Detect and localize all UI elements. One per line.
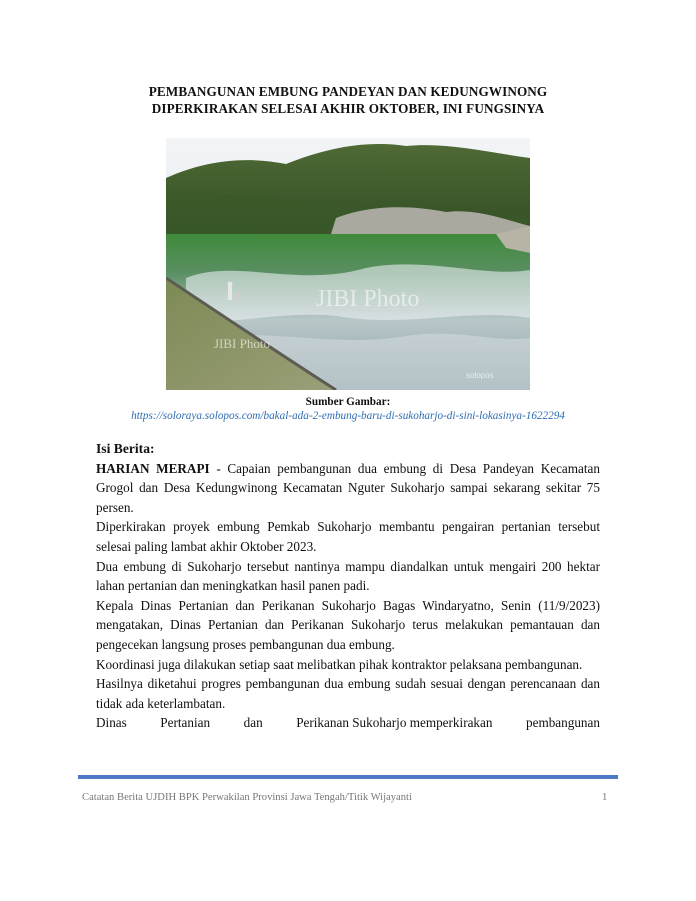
paragraph-2: Diperkirakan proyek embung Pemkab Sukoharjo membantu pengairan pertanian tersebut selesai paling lambat akhir Oktober 2023. [96, 519, 600, 554]
watermark-left: JIBI Photo [214, 336, 270, 351]
reservoir-photo [166, 138, 530, 390]
article-title [90, 83, 606, 117]
paragraph-1-text: - Capaian pembangunan dua embung di Desa Pandeyan Kecamatan Grogol dan Desa Kedungwinong Kecamatan Nguter Sukoharjo sampai sekarang sekitar 75 persen. [96, 460, 600, 515]
paragraph-7 [96, 713, 600, 733]
footer-text: Catatan Berita UJDIH BPK Perwakilan Provinsi Jawa Tengah/Titik Wijayanti [82, 792, 412, 803]
paragraph-7-word: Dinas [96, 715, 127, 731]
paragraph-3: Dua embung di Sukoharjo tersebut nantinya mampu diandalkan untuk mengairi 200 hektar lahan pertanian dan meningkatkan hasil panen padi. [96, 558, 600, 594]
paragraph-5: Koordinasi juga dilakukan setiap saat melibatkan pihak kontraktor pelaksana pembangunan. [96, 656, 583, 672]
paragraph-4: Kepala Dinas Pertanian dan Perikanan Sukoharjo Bagas Windaryatno, Senin (11/9/2023) mengatakan, Dinas Pertanian dan Perikanan Sukoharjo terus melakukan pemantauan dan pengecekan langsung proses pembangunan dua embung. [96, 597, 600, 652]
section-heading: Isi Berita: [96, 441, 155, 456]
paragraph-7-word: Perikanan Sukoharjo memperkirakan [296, 715, 493, 731]
paragraph-7-word: Pertanian [160, 715, 211, 731]
image-caption [60, 395, 636, 423]
article-title-line-2: DIPERKIRAKAN SELESAI AKHIR OKTOBER, INI FUNGSINYA [151, 101, 545, 116]
paragraph-7-word: pembangunan [526, 715, 600, 731]
paragraph-1 [96, 459, 600, 518]
page-number: 1 [602, 792, 608, 803]
watermark-corner: solopos [466, 371, 494, 380]
paragraph-7-word: dan [243, 715, 263, 731]
footer-divider [78, 775, 618, 779]
paragraph-6: Hasilnya diketahui progres pembangunan dua embung sudah sesuai dengan perencanaan dan tidak ada keterlambatan. [96, 676, 600, 711]
source-link[interactable]: https://soloraya.solopos.com/bakal-ada-2-embung-baru-di-sukoharjo-di-sini-lokasinya-1622294 [131, 410, 565, 422]
watermark-main: JIBI Photo [316, 286, 420, 312]
article-body [96, 439, 600, 733]
article-title-line-1: PEMBANGUNAN EMBUNG PANDEYAN DAN KEDUNGWINONG [148, 84, 548, 99]
caption-label: Sumber Gambar: [305, 396, 391, 408]
dateline: HARIAN MERAPI [96, 460, 210, 476]
